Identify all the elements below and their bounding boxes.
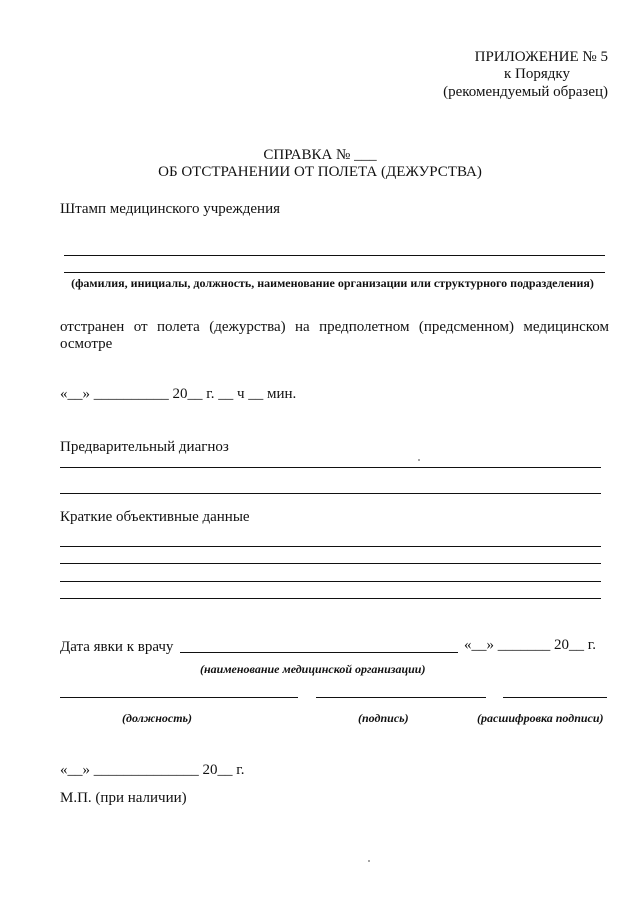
stamp-label: Штамп медицинского учреждения xyxy=(60,201,281,217)
position-line xyxy=(60,697,298,698)
person-caption: (фамилия, инициалы, должность, наименование организации или структурного подразделения) xyxy=(71,276,594,290)
diagnosis-line-2 xyxy=(60,493,601,494)
objective-line-4 xyxy=(60,598,601,599)
diagnosis-label: Предварительный диагноз xyxy=(60,439,229,455)
diagnosis-line-1 xyxy=(60,467,601,468)
signature-caption: (подпись) xyxy=(358,711,409,725)
person-line-1 xyxy=(64,255,605,256)
scan-speck xyxy=(418,459,420,461)
objective-line-1 xyxy=(60,546,601,547)
objective-line-3 xyxy=(60,581,601,582)
signature-line xyxy=(316,697,486,698)
visit-org-line xyxy=(180,652,458,653)
visit-date: «__» _______ 20__ г. xyxy=(464,637,596,653)
sample-note: (рекомендуемый образец) xyxy=(443,84,608,100)
order-reference: к Порядку xyxy=(504,66,570,82)
certificate-number: СПРАВКА № ___ xyxy=(263,147,377,163)
transcript-caption: (расшифровка подписи) xyxy=(477,711,604,725)
issue-date: «__» ______________ 20__ г. xyxy=(60,762,245,778)
appendix-number: ПРИЛОЖЕНИЕ № 5 xyxy=(474,49,608,65)
position-caption: (должность) xyxy=(122,711,193,725)
statement-line-1: отстранен от полета (дежурства) на предполетном (предсменном) медицинском xyxy=(60,319,609,335)
seal-label: М.П. (при наличии) xyxy=(60,790,187,806)
statement-line-2: осмотре xyxy=(60,336,113,352)
visit-label: Дата явки к врачу xyxy=(60,639,174,655)
objective-line-2 xyxy=(60,563,601,564)
document-title: ОБ ОТСТРАНЕНИИ ОТ ПОЛЕТА (ДЕЖУРСТВА) xyxy=(158,164,482,180)
scan-speck-bottom xyxy=(368,860,370,862)
removal-datetime: «__» __________ 20__ г. __ ч __ мин. xyxy=(60,386,297,402)
transcript-line xyxy=(503,697,607,698)
person-line-2 xyxy=(64,272,605,273)
objective-label: Краткие объективные данные xyxy=(60,509,250,525)
visit-org-caption: (наименование медицинской организации) xyxy=(200,662,426,676)
